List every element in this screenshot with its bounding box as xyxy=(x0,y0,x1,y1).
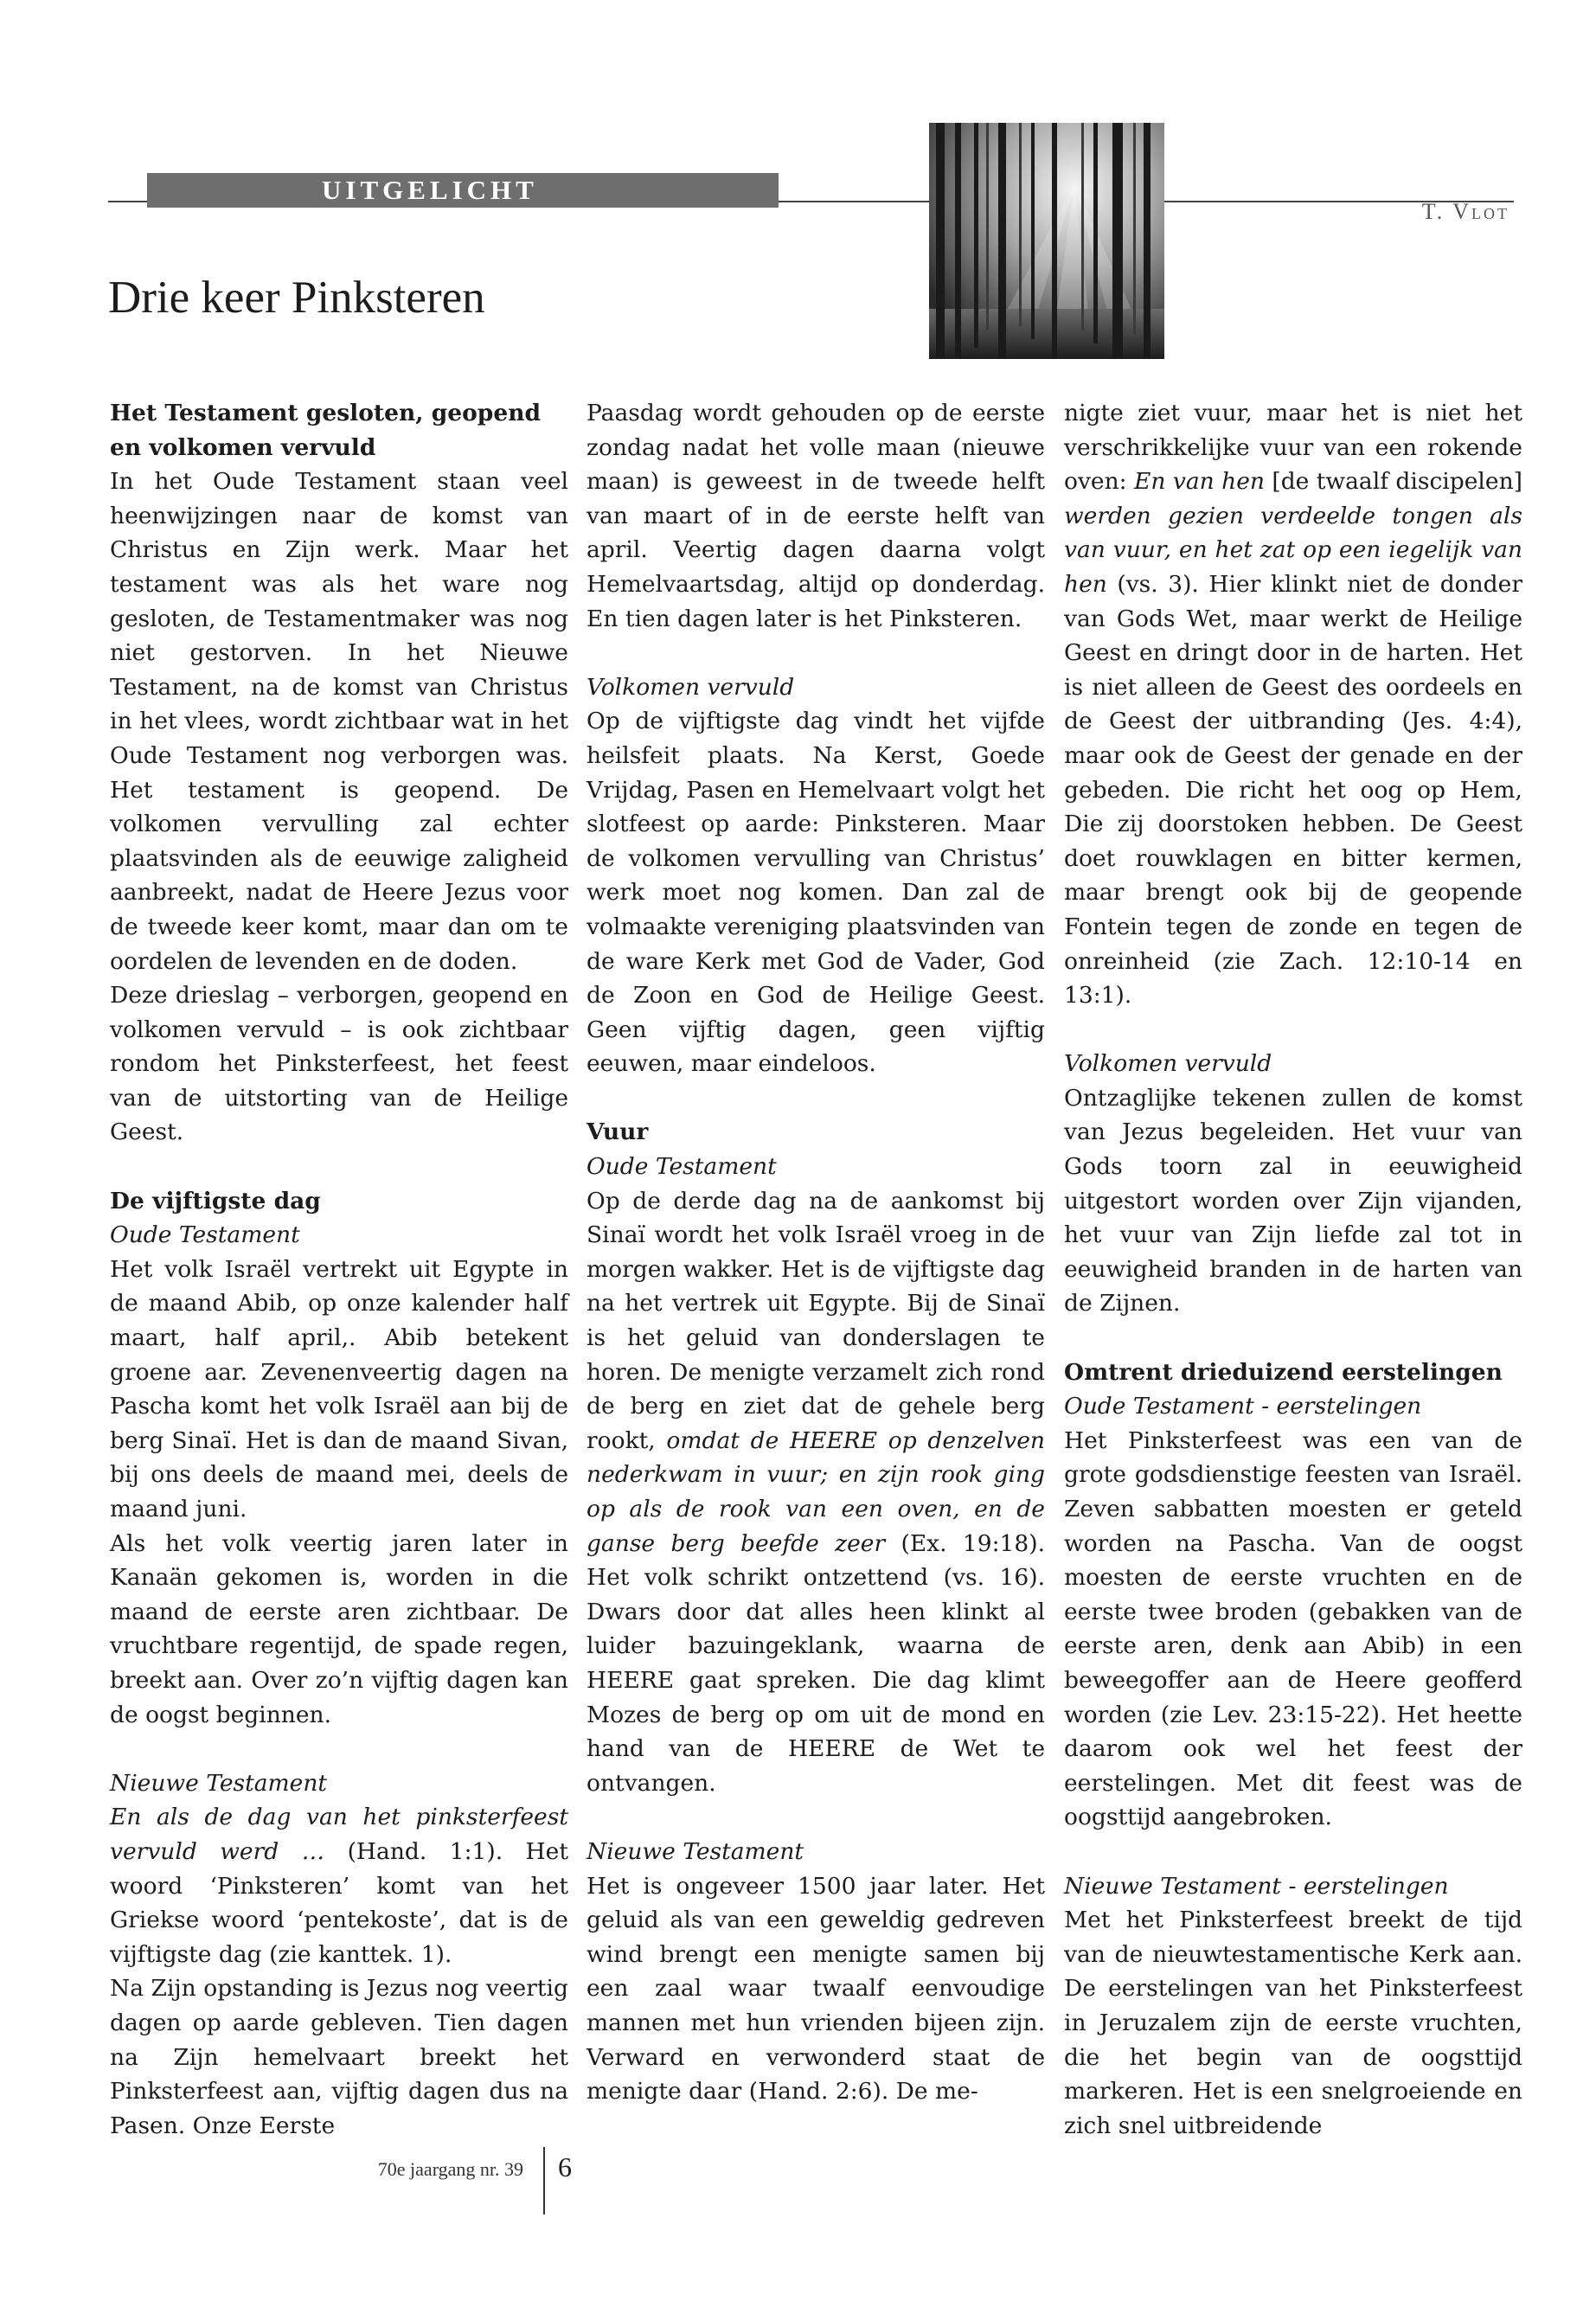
paragraph xyxy=(586,1184,1045,1801)
section-subtitle: Volkomen vervuld xyxy=(1064,1050,1272,1078)
paragraph-text: nigte ziet vuur, maar het is niet het verschrikkelijke vuur van een rokende oven: xyxy=(1064,400,1522,496)
bible-quote: En van hen xyxy=(1134,468,1265,496)
section-subtitle: Volkomen vervuld xyxy=(586,673,795,701)
paragraph: Na Zijn opstanding is Jezus nog veertig dagen op aarde gebleven. Tien dagen na Zijn hemelvaart breekt het Pinksterfeest aan, vijftig dagen dus na Pasen. Onze Eerste xyxy=(110,1975,568,2139)
section-subtitle: Nieuwe Testament xyxy=(110,1769,328,1797)
section-subtitle: Nieuwe Testament - eerstelingen xyxy=(1064,1872,1449,1900)
section-subtitle: Oude Testament xyxy=(110,1221,300,1249)
section-label: UITGELICHT xyxy=(322,175,538,205)
section-subtitle: Oude Testament - eerstelingen xyxy=(1064,1393,1422,1420)
author-name: T. Vlot xyxy=(1421,199,1509,224)
paragraph: Als het volk veertig jaren later in Kanaän gekomen is, worden in die maand de eerste aren zichtbaar. De vruchtbare regentijd, de spade regen, breekt aan. Over zo’n vijftig dagen kan de oogst beginnen. xyxy=(110,1529,568,1728)
paragraph: Paasdag wordt gehouden op de eerste zondag nadat het volle maan (nieuwe maan) is geweest in de tweede helft van maart of in de eerste helft van april. Veertig dagen daarna volgt Hemelvaartsdag, altijd op donderdag. En tien dagen later is het Pinksteren. xyxy=(586,400,1045,632)
subheading: Omtrent drieduizend eerstelingen xyxy=(1064,1358,1503,1386)
article-column-2 xyxy=(586,396,1045,2109)
paragraph-text: (vs. 3). Hier klinkt niet de donder van Gods Wet, maar werkt de Heilige Geest en dringt door in de harten. Het is niet alleen de Geest des oordeels en de Geest der uitbranding (Jes. 4:4), maar ook de Geest der genade en der gebeden. Die richt het oog op Hem, Die zij doorstoken hebben. De Geest doet rouwklagen en bitter kermen, maar brengt ook bij de geopende Fontein tegen de zonde en tegen de onreinheid (zie Zach. 12:10-14 en 13:1). xyxy=(1064,570,1522,1009)
footer-divider xyxy=(543,2147,545,2214)
subheading: Het Testament gesloten, geopend en volkomen vervuld xyxy=(110,400,541,461)
bible-quote: omdat de HEERE op denzelven nederkwam in vuur; en zijn rook ging op als de rook van een oven, en de ganse berg beefde zeer xyxy=(586,1426,1045,1557)
paragraph: Deze drieslag – verborgen, geopend en volkomen vervuld – is ook zichtbaar rondom het Pinksterfeest, het feest van de uitstorting van de Heilige Geest. xyxy=(110,982,568,1146)
paragraph-text: Op de derde dag na de aankomst bij Sinaï wordt het volk Israël vroeg in de morgen wakker. Het is de vijftigste dag na het vertrek uit Egypte. Bij de Sinaï is het geluid van donderslagen te horen. De menigte verzamelt zich rond de berg en ziet dat de gehele berg rookt, xyxy=(586,1187,1045,1454)
paragraph xyxy=(1064,396,1522,1013)
paragraph: Op de vijftigste dag vindt het vijfde heilsfeit plaats. Na Kerst, Goede Vrijdag, Pasen en Hemelvaart volgt het slotfeest op aarde: Pinksteren. Maar de volkomen vervulling van Christus’ werk moet nog komen. Dan zal de volmaakte vereniging plaatsvinden van de ware Kerk met God de Vader, God de Zoon en God de Heilige Geest. Geen vijftig dagen, geen vijftig eeuwen, maar eindeloos. xyxy=(586,708,1045,1078)
paragraph: Het Pinksterfeest was een van de grote godsdienstige feesten van Israël. Zeven sabbatten moesten er geteld worden na Pascha. Van de oogst moesten de eerste vruchten en de eerste twee broden (gebakken van de eerste aren, denk aan Abib) in een beweegoffer aan de Heere geofferd worden (zie Lev. 23:15-22). Het heette daarom ook wel het feest der eerstelingen. Met dit feest was de oogsttijd aangebroken. xyxy=(1064,1426,1522,1831)
issue-info: 70e jaargang nr. 39 xyxy=(377,2158,523,2180)
paragraph: Het volk Israël vertrekt uit Egypte in de maand Abib, op onze kalender half maart, half april,. Abib betekent groene aar. Zevenenveertig dagen na Pascha komt het volk Israël aan bij de berg Sinaï. Het is dan de maand Sivan, bij ons deels de maand mei, deels de maand juni. xyxy=(110,1255,568,1522)
article-title: Drie keer Pinksteren xyxy=(108,272,485,323)
article-column-1 xyxy=(110,396,568,2143)
forest-sunrays-image xyxy=(929,123,1164,359)
bible-quote: werden gezien verdeelde tongen als van vuur, en het zat op een iegelijk van hen xyxy=(1064,502,1522,598)
subheading: De vijftigste dag xyxy=(110,1187,321,1215)
paragraph: Met het Pinksterfeest breekt de tijd van de nieuwtestamentische Kerk aan. De eerstelingen van het Pinksterfeest in Jeruzalem zijn de eerste vruchten, die het begin van de oogsttijd markeren. Het is een snelgroeiende en zich snel uitbreidende xyxy=(1064,1907,1522,2139)
section-subtitle: Nieuwe Testament xyxy=(586,1837,804,1865)
page-number: 6 xyxy=(558,2151,572,2182)
subheading: Vuur xyxy=(586,1118,649,1146)
paragraph: Het is ongeveer 1500 jaar later. Het geluid als van een geweldig gedreven wind brengt een menigte samen bij een zaal waar twaalf eenvoudige mannen met hun vrienden bijeen zijn. Verward en verwonderd staat de menigte daar (Hand. 2:6). De me- xyxy=(586,1872,1045,2106)
paragraph-text: [de twaalf discipelen] xyxy=(1264,468,1522,496)
paragraph xyxy=(110,1800,568,1971)
paragraph-text: (Ex. 19:18). Het volk schrikt ontzettend (vs. 16). Dwars door dat alles heen klinkt al luider bazuingeklank, waarna de HEERE gaat spreken. Die dag klimt Mozes de berg op om uit de mond en hand van de HEERE de Wet te ontvangen. xyxy=(586,1529,1045,1797)
paragraph-text: (Hand. 1:1). Het woord ‘Pinksteren’ komt van het Griekse woord ‘pentekoste’, dat is de vijftigste dag (zie kanttek. 1). xyxy=(110,1837,568,1968)
paragraph: Ontzaglijke tekenen zullen de komst van Jezus begeleiden. Het vuur van Gods toorn zal in eeuwigheid uitgestort worden over Zijn vijanden, het vuur van Zijn liefde zal tot in eeuwigheid branden in de harten van de Zijnen. xyxy=(1064,1084,1522,1317)
paragraph: In het Oude Testament staan veel heenwijzingen naar de komst van Christus en Zijn werk. Maar het testament was als het ware nog gesloten, de Testamentmaker was nog niet gestorven. In het Nieuwe Testament, na de komst van Christus in het vlees, wordt zichtbaar wat in het Oude Testament nog verborgen was. Het testament is geopend. De volkomen vervulling zal echter plaatsvinden als de eeuwige zaligheid aanbreekt, nadat de Heere Jezus voor de tweede keer komt, maar dan om te oordelen de levenden en de doden. xyxy=(110,468,568,975)
article-column-3 xyxy=(1064,396,1522,2143)
bible-quote: En als de dag van het pinksterfeest vervuld werd … xyxy=(110,1804,568,1865)
section-subtitle: Oude Testament xyxy=(586,1153,777,1181)
